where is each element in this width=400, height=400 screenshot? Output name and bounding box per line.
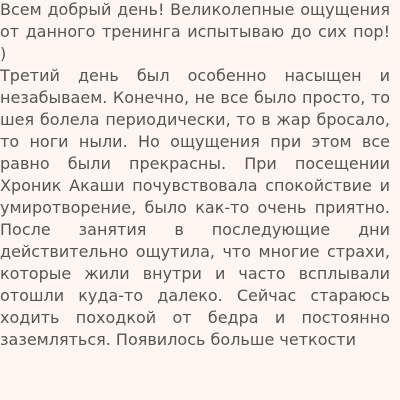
paragraph-third-day: Третий день был особенно насыщен и незабываем. Конечно, не все было просто, то шея болела периодически, то в жар бросало, то ноги ныли. Но ощущения при этом все равно были прекрасны. При посещении Хроник Акаши почувствовала спокойствие и умиротворение, было как-то очень приятно. После занятия в последующие дни действительно ощутила, что многие страхи, которые жили внутри и часто всплывали отошли куда-то далеко. Сейчас стараюсь ходить походкой от бедра и постоянно заземляться. Появилось больше четкости	[0, 66, 390, 349]
paragraph-greeting: Всем добрый день! Великолепные ощущения от данного тренинга испытываю до сих пор! )	[0, 0, 390, 63]
